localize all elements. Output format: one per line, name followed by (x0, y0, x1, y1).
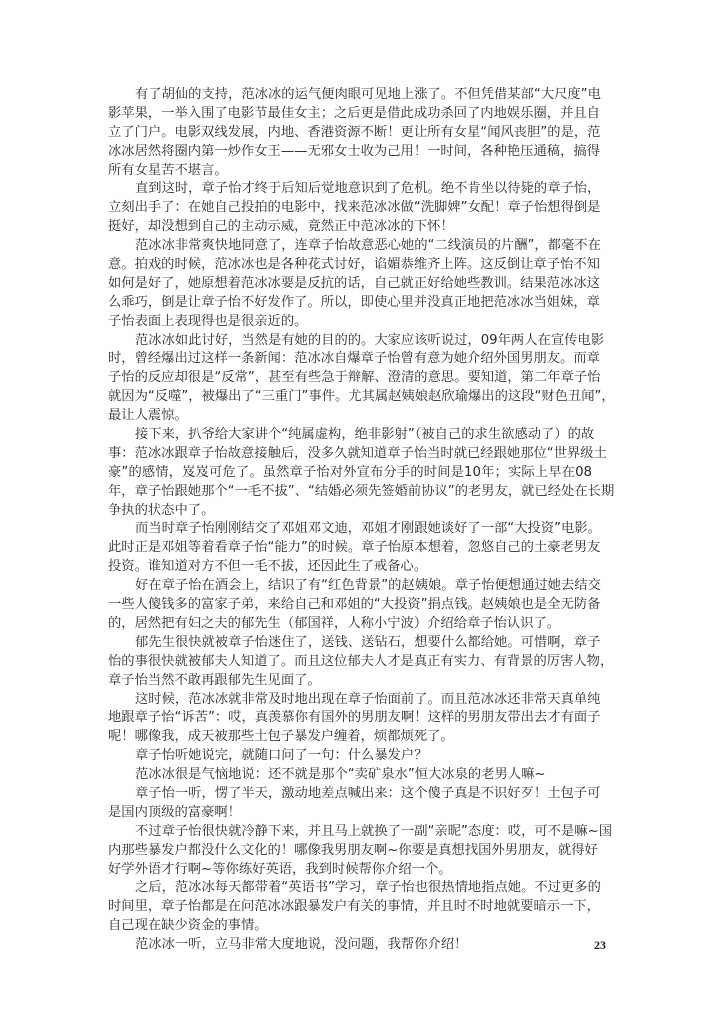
text-line: 不过章子怡很快就冷静下来，并且马上就换了一副“亲昵”态度：哎，可不是嘛~国 (135, 823, 613, 839)
text-line: 时间里，章子怡都是在问范冰冰跟暴发户有关的事情，并且时不时地就要暗示一下， (108, 899, 600, 915)
text-line: 豪”的感情，岌岌可危了。虽然章子怡对外宣布分手的时间是10年；实际上早在08 (108, 464, 592, 480)
paragraph (108, 332, 615, 426)
text-line: 冰冰居然将圈内第一炒作女王——无邪女士收为己用！一时间，各种艳压通稿，搞得 (108, 143, 600, 159)
text-line: 范冰冰很是气恼地说：还不就是那个“卖矿泉水”恒大冰泉的老男人嘛~ (135, 767, 546, 783)
paragraph (108, 237, 601, 331)
text-line: 子怡表面上表现得也是很亲近的。 (108, 313, 308, 329)
text-line: 之后，范冰冰每天都带着“英语书”学习，章子怡也很热情地指点她。不过更多的 (135, 880, 601, 896)
paragraph (108, 785, 601, 823)
paragraph (108, 86, 601, 180)
text-line: 的，居然把有妇之夫的郁先生（郁国祥，人称小宁波）介绍给章子怡认识了。 (108, 615, 561, 631)
text-line: 子怡的反应却很是“反常”，甚至有些急于辩解、澄清的意思。要知道，第二年章子怡 (108, 370, 601, 386)
text-line: 争执的状态中了。 (108, 502, 215, 518)
text-line: 而当时章子怡刚刚结交了邓姐邓文迪，邓姐才刚跟她谈好了一部“大投资”电影。 (135, 521, 601, 537)
paragraph (108, 426, 615, 520)
text-line: 地跟章子怡“诉苦”：哎，真羡慕你有国外的男朋友啊！这样的男朋友带出去才有面子 (108, 710, 601, 726)
paragraph (108, 936, 592, 955)
paragraph (108, 879, 601, 936)
paragraph (108, 691, 601, 748)
text-line: 郁先生很快就被章子怡迷住了，送钱、送钻石，想要什么都给她。可惜啊，章子 (135, 634, 601, 650)
paragraph (108, 520, 601, 577)
text-line: 立刻出手了：在她自己投拍的电影中，找来范冰冰做“洗脚婢”女配！章子怡想得倒是 (108, 200, 601, 216)
text-line: 此时正是邓姐等着看章子怡“能力”的时候。章子怡原本想着，忽悠自己的土豪老男友 (108, 540, 601, 556)
text-line: 年，章子怡跟她那个“一毛不拔”、“结婚必须先签婚前协议”的老男友，就已经处在长期 (108, 483, 615, 499)
text-line: 最让人震惊。 (108, 408, 188, 424)
text-line: 时，曾经爆出过这样一条新闻：范冰冰自爆章子怡曾有意为她介绍外国男朋友。而章 (108, 351, 600, 367)
text-line: 章子怡一听，愣了半天，激动地差点喊出来：这个傻子真是不识好歹！土包子可 (135, 785, 601, 801)
text-line: 就因为“反噬”，被爆出了“三重门”事件。尤其属赵姨娘赵欣瑜爆出的这段“财色丑闻”， (108, 389, 615, 405)
text-line: 范冰冰非常爽快地同意了，连章子怡故意恶心她的“二线演员的片酬”，都毫不在 (135, 238, 601, 254)
text-line: 立了门户。电影双线发展，内地、香港资源不断！更让所有女星“闻风丧胆”的是，范 (108, 124, 601, 140)
text-line: 接下来，扒爷给大家讲个“纯属虚构，绝非影射”（被自己的求生欲感动了）的故 (135, 427, 595, 443)
text-line: 挺好，却没想到自己的主动示威，竟然正中范冰冰的下怀！ (108, 219, 454, 235)
paragraph (108, 577, 601, 634)
paragraph (108, 747, 592, 766)
text-line: 么乖巧，倒是让章子怡不好发作了。所以，即使心里并没真正地把范冰冰当姐妹，章 (108, 294, 600, 310)
text-line: 如何是好了，她原想着范冰冰要是反抗的话，自己就正好给她些教训。结果范冰冰这 (108, 275, 600, 291)
paragraph (108, 823, 613, 880)
paragraph (108, 766, 592, 785)
text-line: 有了胡仙的支持，范冰冰的运气便肉眼可见地上涨了。不但凭借某部“大尺度”电 (135, 87, 601, 102)
text-line: 事：范冰冰跟章子怡故意接触后，没多久就知道章子怡当时就已经跟她那位“世界级土 (108, 445, 607, 461)
paragraph (108, 180, 601, 237)
text-line: 是国内顶级的富豪啊！ (108, 804, 241, 820)
text-line: 直到这时，章子怡才终于后知后觉地意识到了危机。绝不肯坐以待毙的章子怡， (135, 181, 601, 197)
text-line: 呢！哪像我，成天被那些土包子暴发户缠着，烦都烦死了。 (108, 729, 454, 745)
text-line: 一些人傻钱多的富家子弟，来给自己和邓姐的“大投资”捐点钱。赵姨娘也是全无防备 (108, 597, 601, 613)
text-line: 范冰冰如此讨好，当然是有她的目的的。大家应该听说过，09年两人在宣传电影 (135, 332, 605, 348)
text-line: 自己现在缺少资金的事情。 (108, 918, 268, 934)
text-line: 范冰冰一听，立马非常大度地说，没问题，我帮你介绍！ (135, 937, 468, 953)
text-line: 好在章子怡在酒会上，结识了有“红色背景”的赵姨娘。章子怡便想通过她去结交 (135, 578, 601, 594)
text-line: 意。拍戏的时候，范冰冰也是各种花式讨好，谄媚恭维齐上阵。这反倒让章子怡不知 (108, 257, 600, 273)
text-line: 投资。谁知道对方不但一毛不拔，还因此生了戒备心。 (108, 559, 428, 575)
paragraph (108, 634, 614, 691)
text-line: 章子怡当然不敢再跟郁先生见面了。 (108, 672, 321, 688)
text-line: 章子怡听她说完，就随口问了一句：什么暴发户？ (135, 748, 428, 764)
page-number: 23 (594, 938, 606, 952)
text-line: 好学外语才行啊~等你练好英语，我到时候帮你介绍一个。 (108, 861, 452, 877)
text-line: 怡的事很快就被郁夫人知道了。而且这位郁夫人才是真正有实力、有背景的厉害人物， (108, 653, 614, 669)
text-line: 所有女星苦不堪言。 (108, 162, 228, 178)
text-line: 内那些暴发户都没什么文化的！哪像我男朋友啊~你要是真想找国外男朋友，就得好 (108, 842, 598, 858)
text-line: 这时候，范冰冰就非常及时地出现在章子怡面前了。而且范冰冰还非常天真单纯 (135, 691, 601, 707)
text-line: 影苹果，一举入围了电影节最佳女主；之后更是借此成功杀回了内地娱乐圈，并且自 (108, 105, 600, 121)
